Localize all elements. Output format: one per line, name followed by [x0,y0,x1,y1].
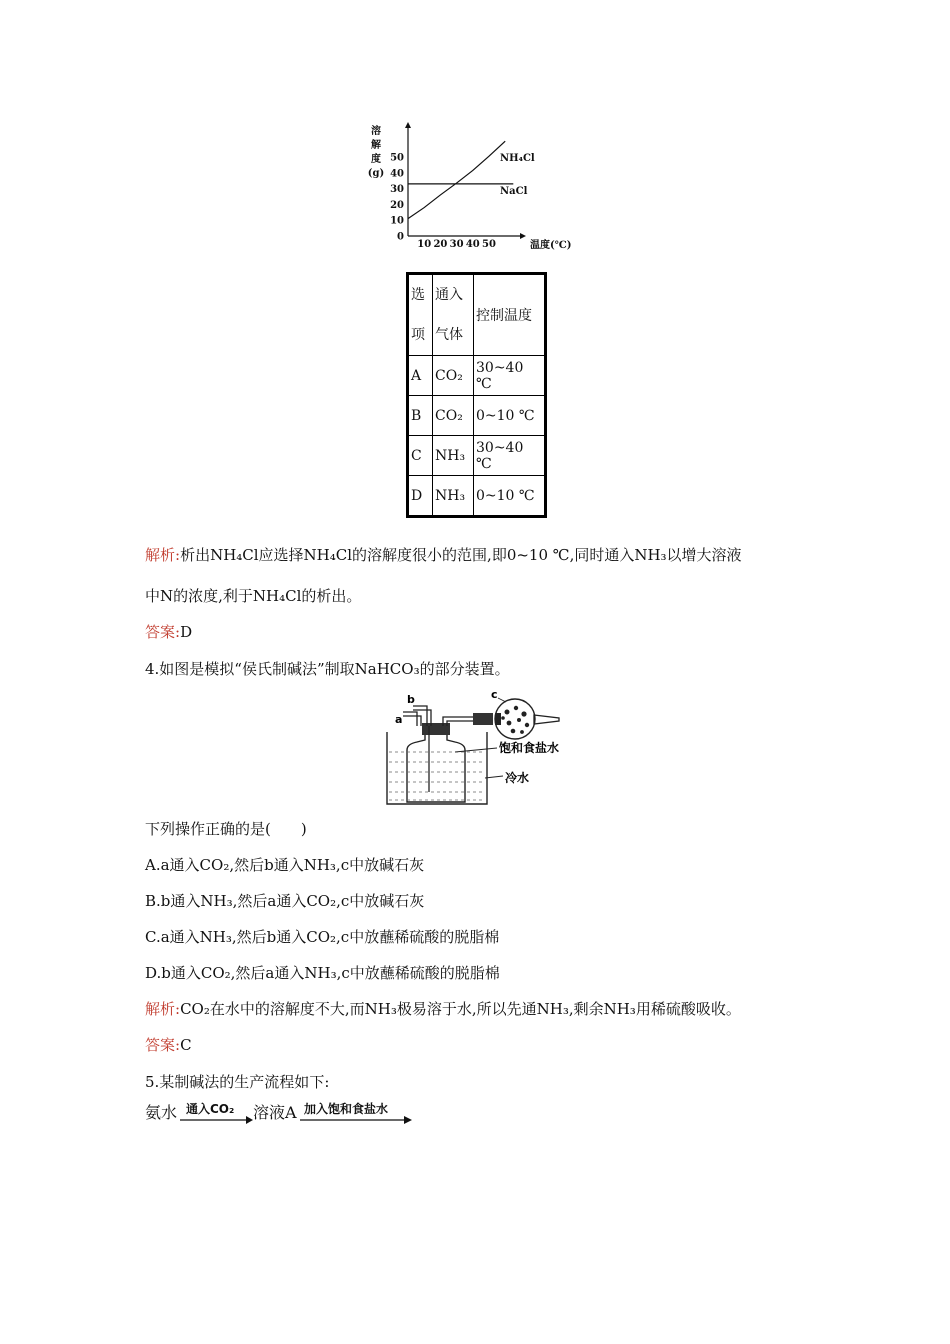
q4-option-d: D.b通入CO₂,然后a通入NH₃,c中放蘸稀硫酸的脱脂棉 [145,964,500,982]
flow-start: 氨水 [145,1103,178,1122]
apparatus-diagram [385,690,585,810]
label-brine: 饱和食盐水 [499,741,560,755]
q5-title: 5.某制碱法的生产流程如下: [145,1073,330,1091]
table-cell: B [408,396,433,436]
y-tick-label: 30 [390,184,404,196]
table-cell: CO₂ [433,396,474,436]
label-b: b [407,693,415,706]
label-c: c [491,690,498,701]
y-axis-label: 度 [371,154,381,165]
label-cold-water: 冷水 [505,771,530,785]
y-axis-arrow [405,122,411,128]
label-a: a [395,713,403,726]
q3-analysis-line2: 中N的浓度,利于NH₄Cl的析出。 [145,587,362,605]
x-tick-label: 30 [449,239,464,250]
table-cell: A [408,356,433,396]
q4-option-b: B.b通入NH₃,然后a通入CO₂,c中放碱石灰 [145,892,425,910]
y-axis-label: 解 [371,140,381,151]
series-label-nh4cl: NH₄Cl [500,153,535,164]
flow-mid: 溶液A [253,1103,297,1122]
x-axis-arrow [520,233,526,239]
header-cell: 控制温度 [474,274,546,356]
q4-option-c: C.a通入NH₃,然后b通入CO₂,c中放蘸稀硫酸的脱脂棉 [145,928,500,946]
y-tick-label: 0 [397,231,404,243]
table-row [408,436,546,476]
x-tick-label: 10 [417,239,432,250]
y-tick-label: 40 [390,168,404,180]
q4-title: 4.如图是模拟“侯氏制碱法”制取NaHCO₃的部分装置。 [145,660,510,678]
table-row [408,476,546,517]
series-line-nh4cl [408,141,505,218]
x-axis-label: 温度(℃) [530,240,572,251]
header-cell: 选 项 [408,274,433,356]
series-label-nacl: NaCl [500,186,528,197]
y-axis-label: (g) [367,168,385,179]
options-table [406,272,547,518]
x-tick-label: 20 [433,239,448,250]
table-cell: NH₃ [433,436,474,476]
solubility-chart [360,118,600,258]
table-cell: C [408,436,433,476]
y-tick-label: 50 [390,152,404,164]
y-axis-label: 溶 [371,126,381,137]
q4-prompt: 下列操作正确的是( ) [145,820,307,838]
q4-answer: 答案:C [145,1036,192,1054]
flow-step2-label: 加入饱和食盐水 [304,1102,389,1116]
table-cell: 0~10 ℃ [474,396,546,436]
table-cell: NH₃ [433,476,474,517]
table-cell: D [408,476,433,517]
q4-option-a: A.a通入CO₂,然后b通入NH₃,c中放碱石灰 [145,856,425,874]
q3-analysis-line1: 解析:析出NH₄Cl应选择NH₄Cl的溶解度很小的范围,即0~10 ℃,同时通入NH₃以增大溶液 [145,546,742,564]
table-cell: 30~40 ℃ [474,356,546,396]
table-row [408,356,546,396]
q4-analysis: 解析:CO₂在水中的溶解度不大,而NH₃极易溶于水,所以先通NH₃,剩余NH₃用稀硫酸吸收。 [145,1000,741,1018]
table-header-row [408,274,546,356]
header-cell: 通入 气体 [433,274,474,356]
x-tick-label: 40 [465,239,480,250]
y-tick-label: 10 [390,215,404,227]
x-tick-label: 50 [482,239,496,250]
q3-answer: 答案:D [145,623,193,641]
flow-step1-label: 通入CO₂ [186,1102,235,1116]
table-cell: 0~10 ℃ [474,476,546,517]
table-row [408,396,546,436]
table-cell: CO₂ [433,356,474,396]
y-tick-label: 20 [390,199,404,211]
table-cell: 30~40 ℃ [474,436,546,476]
